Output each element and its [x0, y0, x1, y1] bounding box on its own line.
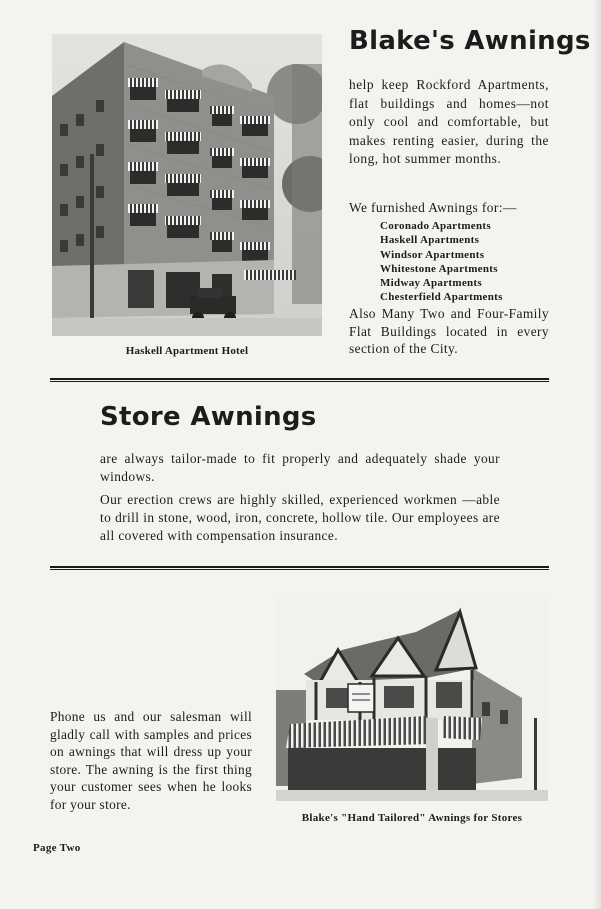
store-awnings-paragraph-1: are always tailor-made to fit properly and adequately shade your windows. — [100, 451, 500, 484]
apartment-list-item: Midway Apartments — [380, 277, 482, 290]
page-number: Page Two — [33, 842, 81, 854]
section-divider — [50, 566, 549, 570]
apartments-intro-text: help keep Rockford Apartments, flat buildings and homes—not only cool and comfortable, but makes renting easier, during the long, hot summer months. — [349, 77, 549, 166]
store-awnings-photo — [276, 598, 548, 801]
store-photo-caption: Blake's "Hand Tailored" Awnings for Stores — [301, 812, 523, 824]
furnished-awnings-label: We furnished Awnings for:— — [349, 200, 517, 215]
apartment-photo-caption: Haskell Apartment Hotel — [125, 345, 249, 357]
apartment-list-item: Coronado Apartments — [380, 220, 491, 232]
apartment-building-illustration — [52, 34, 322, 336]
flat-buildings-text: Also Many Two and Four-Family Flat Buildings located in every section of the City. — [349, 306, 549, 356]
apartment-list-item: Haskell Apartments — [380, 234, 480, 247]
apartment-list — [380, 219, 503, 305]
blakes-awnings-heading: Blake's Awnings — [349, 26, 591, 56]
store-awnings-heading: Store Awnings — [100, 402, 317, 432]
page-edge-shadow — [593, 0, 601, 909]
apartment-list-item: Whitestone Apartments — [380, 262, 498, 275]
section-divider — [50, 378, 549, 382]
phone-salesman-text: Phone us and our salesman will gladly call with samples and prices on awnings that will dress up your store. The awning is the first thing your customer sees when he looks for your store. — [50, 709, 252, 812]
apartment-hotel-photo — [52, 34, 322, 336]
apartment-list-item: Chesterfield Apartments — [380, 291, 503, 304]
apartment-list-item: Windsor Apartments — [380, 248, 485, 261]
tudor-store-illustration — [276, 598, 548, 801]
store-awnings-paragraph-2: Our erection crews are highly skilled, experienced workmen —able to drill in stone, wood, iron, concrete, hollow tile. Our employees are all covered with compensation insurance. — [100, 492, 500, 543]
